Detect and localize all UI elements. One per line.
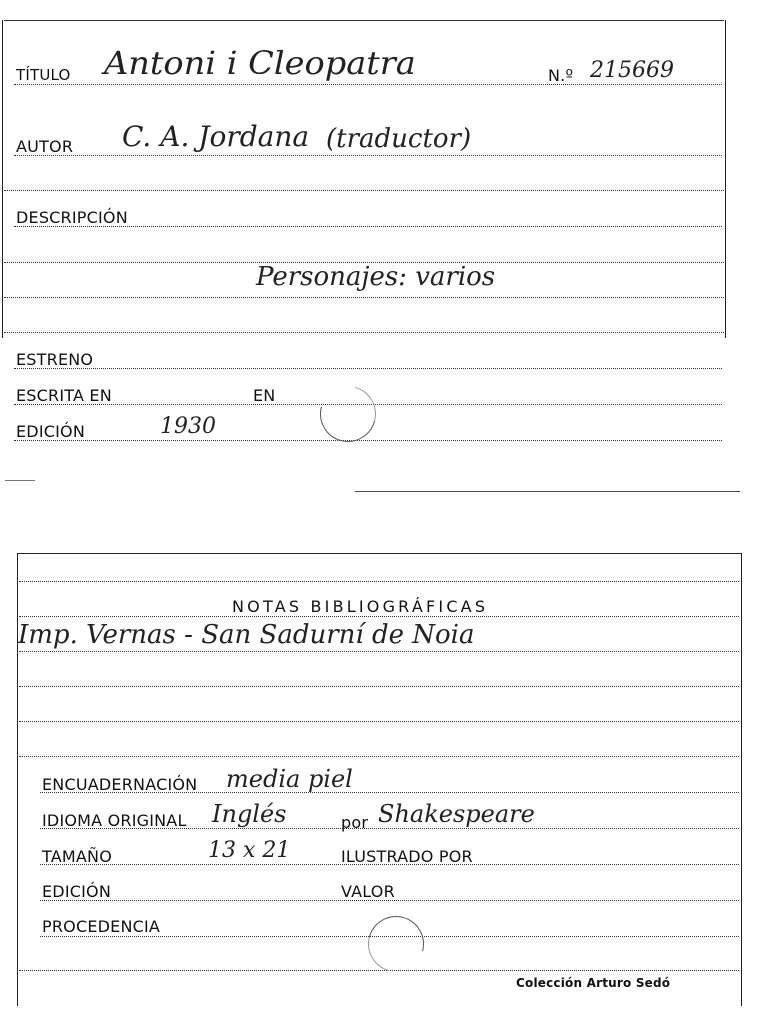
edicion-label: EDICIÓN — [16, 422, 86, 441]
titulo-label: TÍTULO — [16, 66, 71, 84]
idioma-handwritten-value: Inglés — [212, 800, 287, 828]
procedencia-label: PROCEDENCIA — [42, 917, 161, 936]
edicion-line — [14, 440, 722, 441]
blank-line — [4, 190, 724, 191]
encuadernacion-handwritten-value: media piel — [226, 765, 353, 793]
encuadernacion-label: ENCUADERNACIÓN — [42, 775, 198, 794]
notas-value-line — [19, 651, 739, 652]
estreno-label: ESTRENO — [16, 350, 94, 369]
personajes-line — [4, 297, 724, 298]
blank-line — [4, 332, 724, 333]
blank-line — [19, 970, 739, 971]
blank-line — [19, 721, 739, 722]
edicion-handwritten-value: 1930 — [160, 414, 216, 439]
ilustrado-label: ILUSTRADO POR — [341, 847, 473, 866]
notas-handwritten-value: Imp. Vernas - San Sadurní de Noia — [18, 620, 475, 650]
numero-handwritten-value: 215669 — [590, 58, 674, 83]
blank-line — [19, 756, 739, 757]
personajes-handwritten-value: Personajes: varios — [256, 262, 496, 292]
blank-line — [19, 686, 739, 687]
en-label: EN — [253, 386, 276, 405]
scan-artifact — [5, 480, 35, 481]
tamano-handwritten-value: 13 x 21 — [208, 838, 291, 863]
escrita-en-label: ESCRITA EN — [16, 386, 112, 405]
titulo-line — [14, 84, 722, 85]
notas-line — [19, 616, 739, 617]
coleccion-stamp: Colección Arturo Sedó — [516, 976, 671, 990]
scan-artifact — [355, 491, 740, 492]
autor-label: AUTOR — [16, 137, 74, 156]
idioma-label: IDIOMA ORIGINAL — [42, 811, 187, 830]
divider-line — [4, 20, 724, 21]
estreno-line — [14, 368, 722, 369]
valor-label: VALOR — [341, 882, 395, 901]
numero-label: N.º — [548, 66, 574, 85]
edicion-label: EDICIÓN — [42, 882, 112, 901]
por-handwritten-value: Shakespeare — [378, 800, 535, 828]
autor-handwritten-value: C. A. Jordana — [122, 120, 310, 153]
blank-line — [19, 581, 739, 582]
autor-line — [14, 155, 722, 156]
autor-handwritten-note: (traductor) — [326, 124, 472, 154]
titulo-handwritten-value: Antoni i Cleopatra — [104, 44, 416, 82]
notas-heading: NOTAS BIBLIOGRÁFICAS — [232, 597, 489, 616]
descripcion-label: DESCRIPCIÓN — [16, 208, 128, 227]
por-label: por — [341, 813, 369, 832]
tamano-label: TAMAÑO — [42, 847, 112, 866]
